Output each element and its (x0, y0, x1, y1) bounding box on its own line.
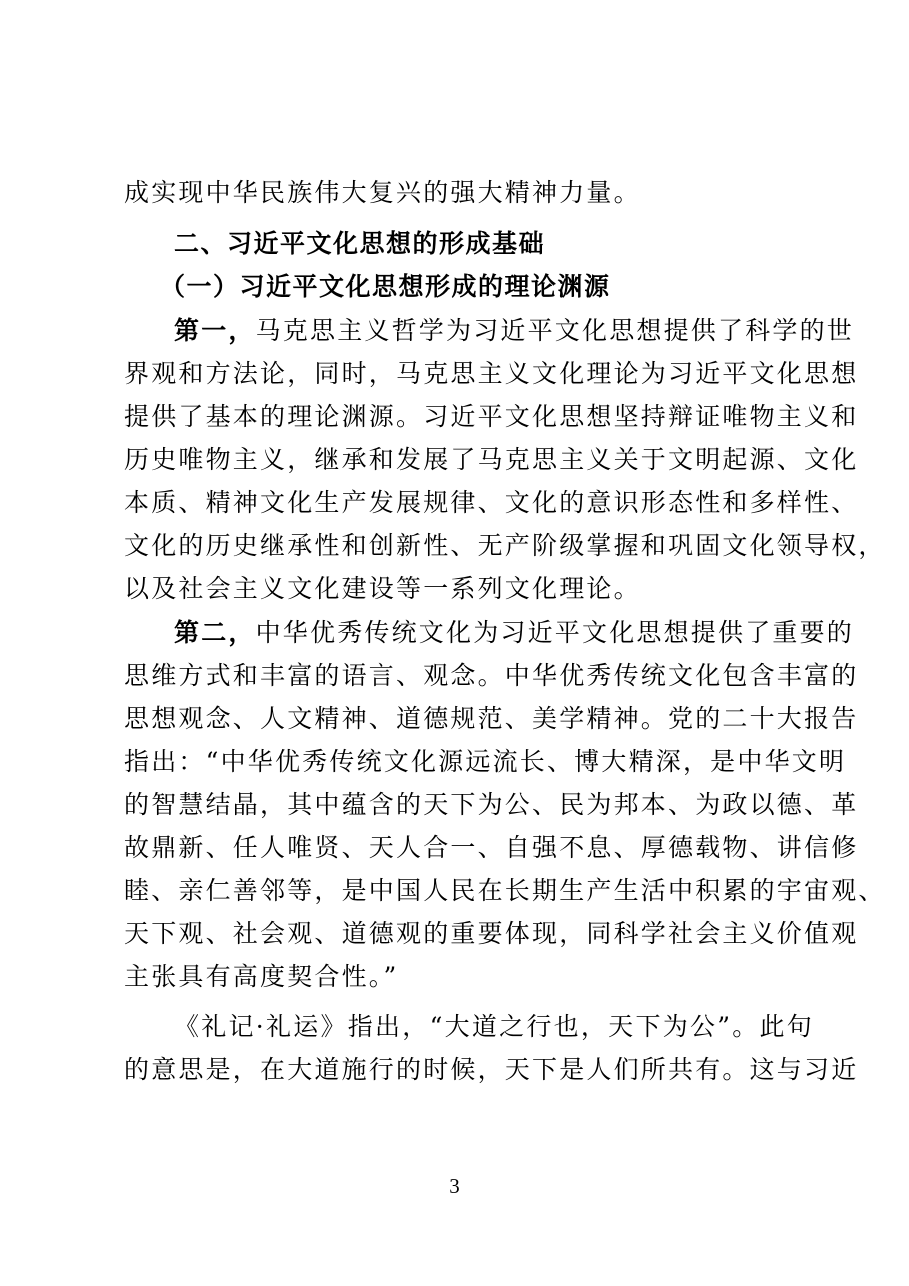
section-heading: 二、习近平文化思想的形成基础 (174, 229, 546, 258)
paragraph-line: 思想观念、人文精神、道德规范、美学精神。党的二十大报告 (124, 704, 859, 733)
paragraph-line: 的智慧结晶，其中蕴含的天下为公、民为邦本、为政以德、革 (124, 790, 859, 819)
paragraph-line: 故鼎新、任人唯贤、天人合一、自强不息、厚德载物、讲信修 (124, 833, 859, 862)
paragraph-lead: 第一， (174, 316, 256, 345)
subsection-heading: （一）习近平文化思想形成的理论渊源 (160, 272, 611, 301)
paragraph-line: 天下观、社会观、道德观的重要体现，同科学社会主义价值观 (124, 919, 859, 948)
paragraph-line: 本质、精神文化生产发展规律、文化的意识形态性和多样性、 (124, 488, 859, 517)
paragraph-line: 文化的历史继承性和创新性、无产阶级掌握和巩固文化领导权， (124, 531, 886, 560)
paragraph-line: 《礼记·礼运》指出，“大道之行也，天下为公”。此句 (174, 1012, 814, 1041)
paragraph-line (174, 316, 855, 346)
paragraph-lead: 第二， (174, 618, 256, 647)
paragraph-line: 界观和方法论，同时，马克思主义文化理论为习近平文化思想 (124, 359, 859, 388)
paragraph-line: 提供了基本的理论渊源。习近平文化思想坚持辩证唯物主义和 (124, 402, 859, 431)
paragraph-line: 指出：“中华优秀传统文化源远流长、博大精深，是中华文明 (124, 747, 847, 776)
page-number: 3 (449, 1174, 460, 1198)
paragraph-line (174, 618, 855, 648)
paragraph-line: 思维方式和丰富的语言、观念。中华优秀传统文化包含丰富的 (124, 661, 859, 690)
text-line: 成实现中华民族伟大复兴的强大精神力量。 (124, 178, 641, 207)
paragraph-line: 以及社会主义文化建设等一系列文化理论。 (124, 574, 641, 603)
paragraph-line: 的意思是，在大道施行的时候，天下是人们所共有。这与习近 (124, 1055, 859, 1084)
paragraph-line: 主张具有高度契合性。” (124, 962, 399, 991)
paragraph-line: 历史唯物主义，继承和发展了马克思主义关于文明起源、文化 (124, 445, 859, 474)
paragraph-text: 马克思主义哲学为习近平文化思想提供了科学的世 (255, 316, 855, 345)
paragraph-text: 中华优秀传统文化为习近平文化思想提供了重要的 (255, 618, 855, 647)
paragraph-line: 睦、亲仁善邻等，是中国人民在长期生产生活中积累的宇宙观、 (124, 876, 886, 905)
